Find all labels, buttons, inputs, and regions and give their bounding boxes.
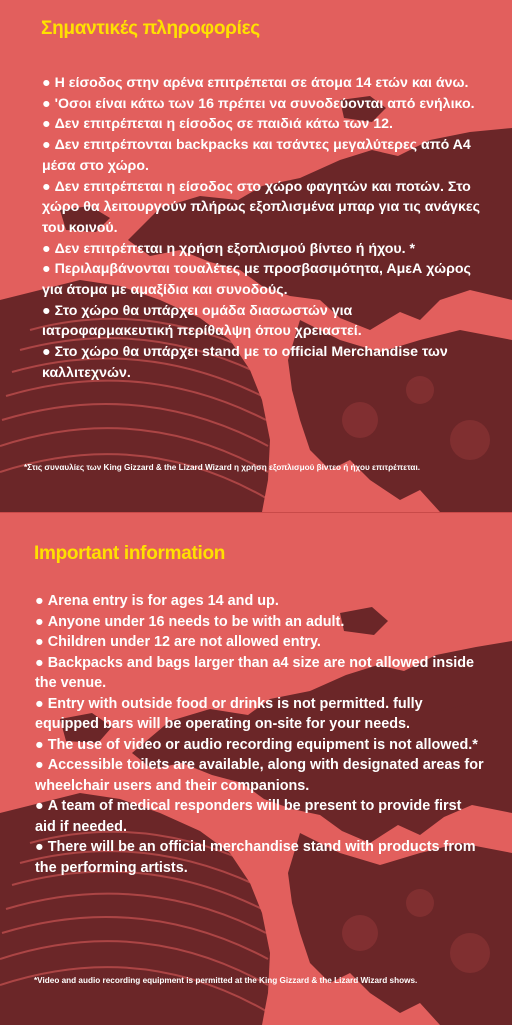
list-item-text: The use of video or audio recording equipment is not allowed.*: [47, 736, 478, 753]
info-list: [42, 73, 482, 384]
bullet-icon: ●: [42, 344, 51, 361]
list-item: [35, 755, 485, 796]
bullet-icon: ●: [42, 137, 51, 154]
list-item-text: Στο χώρο θα υπάρχει ομάδα διασωστών για ιατροφαρμακευτική περίθαλψη όπου χρειαστεί.: [42, 302, 362, 340]
list-item: [42, 114, 482, 135]
list-item-text: Δεν επιτρέπεται η είσοδος σε παιδιά κάτω των 12.: [54, 116, 393, 133]
list-item-text: Children under 12 are not allowed entry.: [47, 634, 321, 650]
bullet-icon: ●: [35, 695, 44, 712]
list-item-text: Arena entry is for ages 14 and up.: [47, 593, 279, 609]
bullet-icon: ●: [35, 593, 44, 609]
list-item: [42, 73, 482, 94]
bullet-icon: ●: [42, 116, 51, 133]
bullet-icon: ●: [35, 634, 44, 650]
list-item-text: Δεν επιτρέπεται η είσοδος στο χώρο φαγητών και ποτών. Στο χώρο θα λειτουργούν πλήρως εξοπλισμένα μπαρ για τις ανάγκες του κοινού.: [42, 178, 480, 236]
list-item-text: 'Οσοι είναι κάτω των 16 πρέπει να συνοδεύονται από ενήλικο.: [54, 95, 475, 112]
list-item-text: Δεν επιτρέπονται backpacks και τσάντες μεγαλύτερες από Α4 μέσα στο χώρο.: [42, 137, 471, 174]
list-item: [35, 837, 485, 878]
bullet-icon: ●: [42, 75, 51, 91]
bullet-icon: ●: [35, 839, 44, 855]
bullet-icon: ●: [42, 240, 51, 257]
footnote: *Video and audio recording equipment is permitted at the King Gizzard & the Lizard Wizard shows.: [34, 976, 418, 985]
list-item-text: A team of medical responders will be present to provide first aid if needed.: [35, 798, 462, 835]
list-item-text: Anyone under 16 needs to be with an adult.: [47, 613, 345, 630]
list-item-text: Δεν επιτρέπεται η χρήση εξοπλισμού βίντεο ή ήχου. *: [54, 240, 416, 257]
english-info-panel: [0, 512, 512, 1025]
bullet-icon: ●: [35, 654, 44, 671]
list-item: [35, 653, 485, 694]
page-title: Important information: [34, 543, 226, 564]
bullet-icon: ●: [42, 261, 51, 278]
page-title: Σημαντικές πληροφορίες: [41, 18, 260, 39]
list-item-text: Backpacks and bags larger than a4 size are not allowed inside the venue.: [35, 654, 474, 691]
list-item-text: Entry with outside food or drinks is not permitted. fully equipped bars will be operating on-site for your needs.: [35, 695, 423, 732]
list-item: [42, 135, 482, 176]
bullet-icon: ●: [35, 798, 44, 814]
list-item: [35, 632, 485, 653]
bullet-icon: ●: [42, 178, 51, 195]
list-item-text: Η είσοδος στην αρένα επιτρέπεται σε άτομα 14 ετών και άνω.: [54, 75, 469, 91]
list-item: [42, 342, 482, 383]
bullet-icon: ●: [42, 95, 51, 112]
list-item: [35, 612, 485, 633]
list-item: [42, 301, 482, 342]
bullet-icon: ●: [42, 302, 51, 319]
list-item: [42, 177, 482, 239]
list-item: [42, 239, 482, 260]
greek-info-panel: [0, 0, 512, 512]
list-item: [42, 259, 482, 300]
list-item-text: There will be an official merchandise stand with products from the performing artists.: [35, 839, 476, 876]
list-item: [42, 94, 482, 115]
bullet-icon: ●: [35, 736, 44, 753]
list-item-text: Στο χώρο θα υπάρχει stand με το official Merchandise των καλλιτεχνών.: [42, 344, 448, 381]
info-list: [35, 591, 485, 878]
list-item-text: Περιλαμβάνονται τουαλέτες με προσβασιμότητα, ΑμεΑ χώρος για άτομα με αμαξίδια και συνοδούς.: [42, 261, 471, 299]
list-item: [35, 694, 485, 735]
footnote: *Στις συναυλίες των King Gizzard & the Lizard Wizard η χρήση εξοπλισμού βίντεο ή ήχου επιτρέπεται.: [24, 463, 420, 472]
bullet-icon: ●: [35, 613, 44, 630]
bullet-icon: ●: [35, 757, 44, 773]
list-item-text: Accessible toilets are available, along with designated areas for wheelchair users and their companions.: [35, 757, 484, 794]
list-item: [35, 591, 485, 612]
list-item: [35, 796, 485, 837]
list-item: [35, 735, 485, 756]
